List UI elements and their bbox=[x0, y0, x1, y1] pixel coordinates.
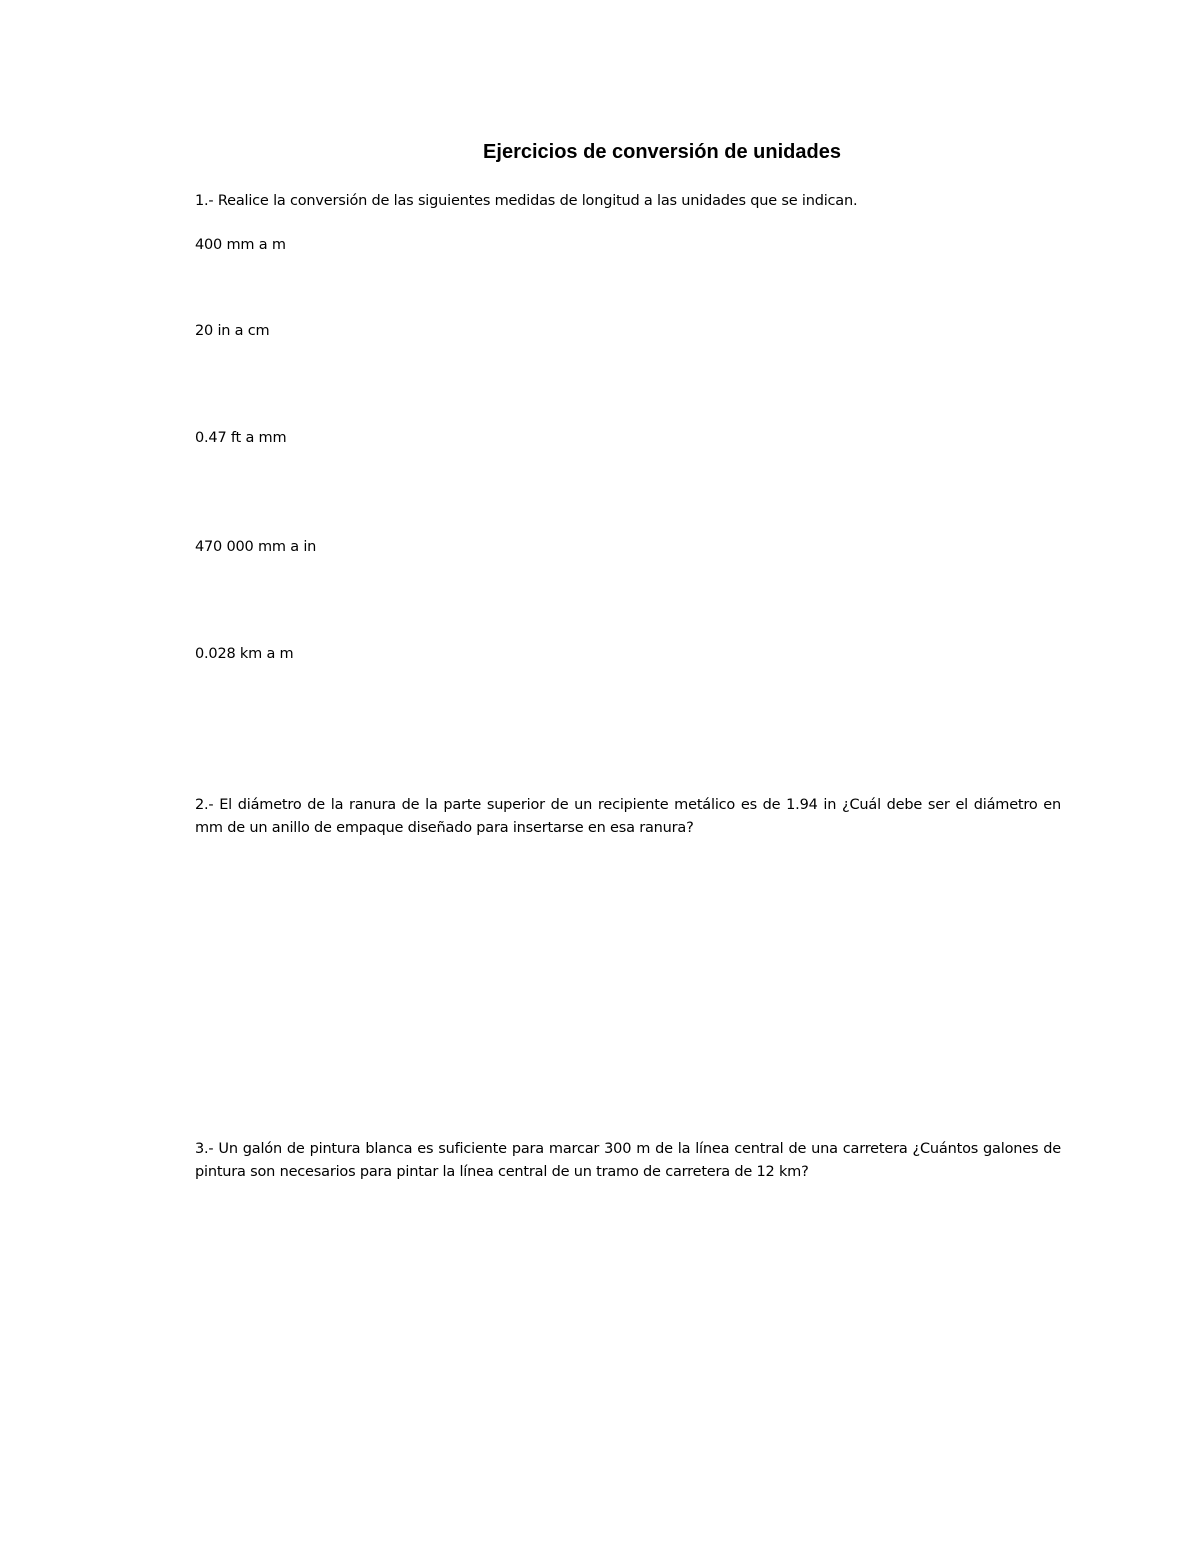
exercise-3-text: 3.- Un galón de pintura blanca es suficiente para marcar 300 m de la línea central de una carretera ¿Cuántos galones de pintura son necesarios para pintar la línea central de un tramo de carretera de 12 km? bbox=[195, 1141, 1061, 1180]
exercise-1-item: 0.47 ft a mm bbox=[195, 430, 287, 446]
exercise-1-prompt: 1.- Realice la conversión de las siguientes medidas de longitud a las unidades que se indican. bbox=[195, 193, 858, 209]
exercise-1-item: 20 in a cm bbox=[195, 323, 270, 339]
exercise-2-text: 2.- El diámetro de la ranura de la parte superior de un recipiente metálico es de 1.94 in ¿Cuál debe ser el diámetro en mm de un anillo de empaque diseñado para insertarse en esa ranura? bbox=[195, 797, 1061, 836]
exercise-1-item: 400 mm a m bbox=[195, 237, 286, 253]
page-title: Ejercicios de conversión de unidades bbox=[483, 141, 841, 163]
exercise-1-item: 470 000 mm a in bbox=[195, 539, 317, 555]
exercise-1-item: 0.028 km a m bbox=[195, 646, 294, 662]
